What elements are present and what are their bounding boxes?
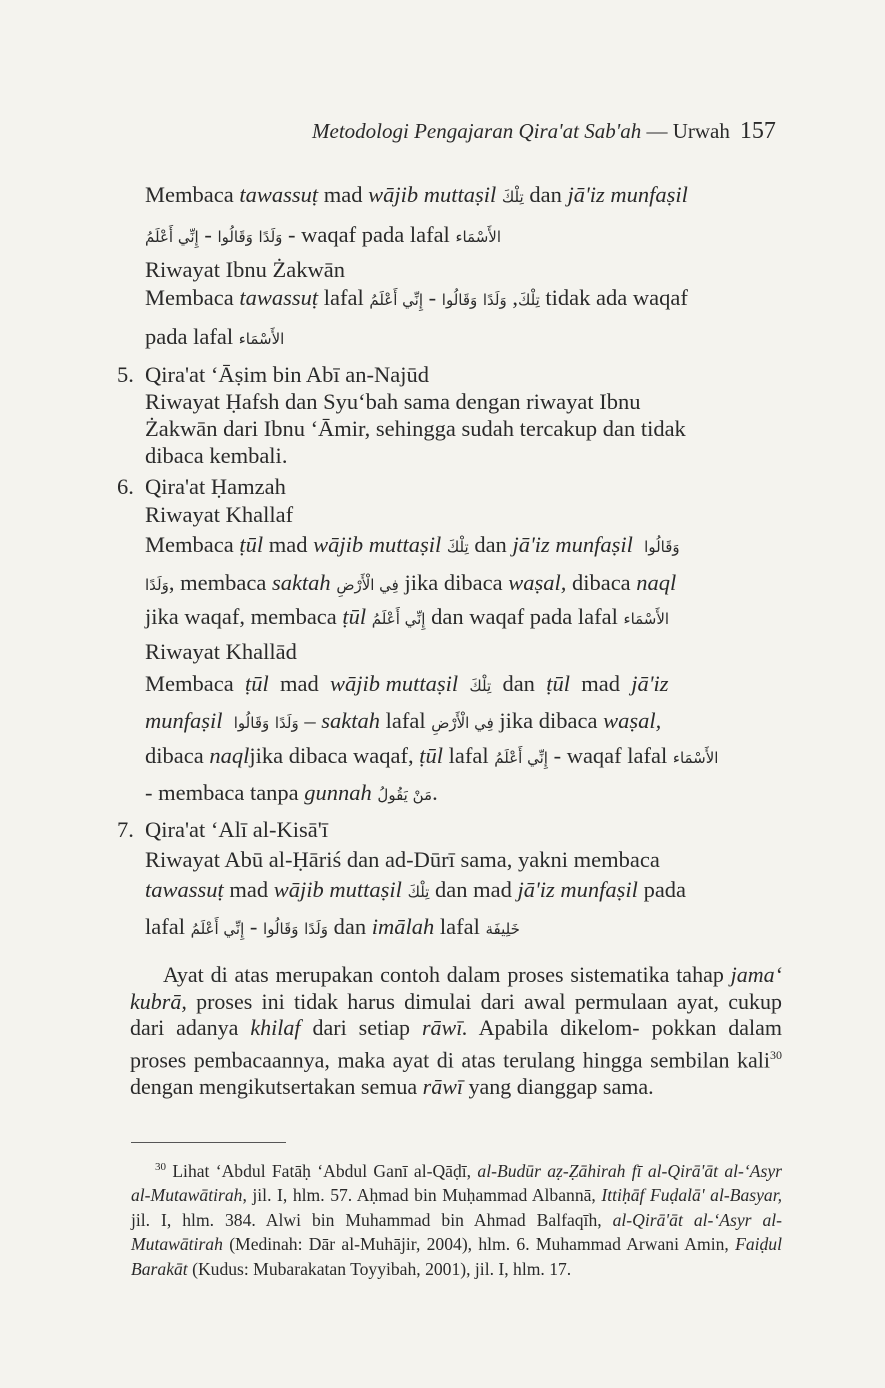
italic-term: jā'iz [631,671,669,696]
text: Membaca [145,671,234,696]
arabic-text: تِلْكَ [469,677,492,695]
italic-term: wājib muttaṣil [329,671,459,696]
text: proses ini tidak harus dimulai dari awal permulaan [196,988,668,1014]
text: - waqaf lafal [553,743,668,768]
arabic-text: الأَسْمَاء [455,228,502,246]
header-author: Urwah [672,119,730,143]
text: dan [529,182,562,207]
italic-term: wājib muttaṣil [273,877,402,902]
italic-term: naql [209,743,250,768]
italic-term: saktah [271,570,331,595]
arabic-text: إِنِّي أَعْلَمُ [494,749,548,767]
italic-term: ṭūl [342,604,367,629]
text: dan waqaf pada lafal [431,604,618,629]
arabic-text: الأَسْمَاء [238,330,285,348]
text: lafal [448,743,489,768]
text: Membaca [145,532,234,557]
text: dibaca [145,743,204,768]
text-line: Riwayat Ḥafsh dan Syu‘bah sama dengan riwayat Ibnu [145,389,641,414]
text-line [145,568,676,600]
text: lafal [385,708,426,733]
arabic-text: تِلْكَ [407,883,430,901]
arabic-text: وَقَالُوا [233,714,270,732]
arabic-text: إِنِّي أَعْلَمُ [371,610,426,628]
italic-term: tawassuṭ [239,182,319,207]
text: yang [468,1073,512,1099]
page-number: 157 [739,118,776,144]
italic-term: naql [636,570,677,595]
text: dibaca [571,570,631,595]
italic-term: al-Qirā'āt al-‘Asyr al-Mutawātirah [131,1209,782,1255]
footnote-divider [131,1142,286,1143]
text: mad [279,671,319,696]
list-number: 7. [117,817,134,842]
arabic-text: خَلِيفَة [485,920,520,938]
text: ayat, cukup dari adanya [130,988,783,1041]
text: mad [229,877,269,902]
text: - waqaf pada lafal [288,222,450,247]
italic-term: jā'iz munfaṣil [517,877,638,902]
text-line [145,322,284,354]
arabic-text: وَقَالُوا [217,228,253,246]
header-separator: — [641,119,673,143]
arabic-text: تِلْكَ [518,291,540,309]
text: Ayat di atas merupakan contoh dalam proses sistematika tahap [163,962,724,987]
footnote-ref: 30 [770,1047,783,1062]
text-line [145,669,669,701]
text: dan [474,532,507,557]
italic-term: saktah [321,708,380,733]
text: , jil. I, hlm. 57. Aḥmad bin Muḥammad Albannā, [242,1185,596,1206]
footnote-number: 30 [155,1161,166,1173]
text: (Kudus: Mubarakatan Toyyibah, 2001), jil. I, hlm. 17. [192,1258,572,1279]
arabic-text: وَقَالُوا [441,291,478,309]
text: jil. I, hlm. 384. Alwi bin Muhammad bin Ahmad Balfaqīh, [131,1209,602,1230]
text: Lihat ‘Abdul Fatāḥ ‘Abdul Ganī al-Qāḍī, [172,1160,472,1181]
header-title: Metodologi Pengajaran Qira'at Sab'ah [312,119,642,143]
text: Membaca [145,182,234,207]
text-line [145,706,661,738]
text: dan [333,914,367,939]
italic-term: wājib muttaṣil [368,182,497,207]
text-line: Riwayat Khallaf [145,502,294,527]
text: – [304,708,316,733]
italic-term: khilaf [250,1015,301,1041]
footnote [131,1155,782,1281]
text: mad [581,671,620,696]
text-line: Qira'at ‘Alī al-Kisā'ī [145,817,329,842]
italic-term: ṭūl [419,743,444,768]
text: lafal [439,914,480,939]
text: hingga sembilan kali [582,1047,771,1073]
arabic-text: وَلَدًا [482,291,507,309]
text: dari setiap [312,1015,410,1041]
body-paragraph [130,962,782,1100]
italic-term: gunnah [304,780,372,805]
text-line: - membaca tanpa gunnah مَنْ يَقُولُ. [145,780,438,805]
text: jika dibaca waqaf, [249,743,414,768]
italic-term: Ittiḥāf Fuḍalā' al-Basyar, [601,1185,782,1206]
arabic-text: إِنِّي أَعْلَمُ [190,920,245,938]
text: dengan mengikutsertakan semua [130,1073,418,1099]
italic-term: rāwī. [421,1015,468,1041]
arabic-text: وَلَدًا [145,576,169,594]
arabic-text: فِي الْأَرْضِ [431,714,494,732]
text-line: Membaca tawassuṭ lafal تِلْكَ, وَلَدًا وَقَالُوا - إِنِّي أَعْلَمُ tidak ada waqaf [145,285,688,310]
italic-term: ṭūl [239,532,264,557]
text: lafal [145,914,185,939]
italic-term: ṭūl [546,671,570,696]
text-line: Riwayat Khallād [145,639,297,664]
text: Membaca [145,285,234,310]
text: jika dibaca [499,708,598,733]
italic-term: waṣal, [508,570,567,595]
arabic-text: الأَسْمَاء [623,610,670,628]
text: - membaca tanpa [145,780,299,805]
italic-term: tawassuṭ [145,877,224,902]
text: mad [268,532,308,557]
list-number: 6. [117,474,134,499]
list-number: 5. [117,362,134,387]
italic-term: jā'iz munfaṣil [567,182,688,207]
text: dianggap sama. [516,1073,654,1099]
text-line [145,180,688,212]
text-line: lafal وَلَدًا وَقَالُوا - إِنِّي أَعْلَمُ dan imālah lafal خَلِيفَة [145,914,520,939]
text-line: dibaca kembali. [145,443,288,468]
text-line [145,602,669,634]
text-line: Riwayat Ibnu Żakwān [145,257,345,282]
text: pada [643,877,687,902]
text: pada lafal [145,324,234,349]
running-header [312,118,785,145]
arabic-text: وَلَدًا [274,714,299,732]
italic-term: tawassuṭ [239,285,319,310]
italic-term: Faiḍul Barakāt [131,1234,782,1279]
italic-term: imālah [371,914,435,939]
italic-term: waṣal, [603,708,662,733]
italic-term: rāwī [422,1073,463,1099]
text: mad [323,182,363,207]
text: Apabila dikelom- [478,1015,640,1041]
italic-term: ṭūl [244,671,269,696]
text: (Medinah: Dār al-Muhājir, 2004), hlm. 6. Muhammad Arwani Amin, [229,1234,729,1255]
arabic-text: الأَسْمَاء [672,749,719,767]
arabic-text: وَلَدًا [304,920,328,938]
italic-term: munfaṣil [145,708,223,733]
text: jika waqaf, membaca [145,604,337,629]
text-line: وَلَدًا وَقَالُوا - إِنِّي أَعْلَمُ - waqaf pada lafal الأَسْمَاء [145,222,502,247]
text-line: Qira'at Ḥamzah [145,474,286,499]
arabic-text: فِي الْأَرْضِ [336,576,399,594]
italic-term: al-Budūr aẓ-Ẓāhirah fī al-Qirā'āt al-‘Asyr al-Mutawātirah [131,1160,783,1206]
arabic-text: إِنِّي أَعْلَمُ [369,291,424,309]
text-line [145,530,680,562]
text-line [145,741,718,773]
text: jika dibaca [404,570,503,595]
text-line: Żakwān dari Ibnu ‘Āmir, sehingga sudah tercakup dan tidak [145,416,686,441]
text-line: Qira'at ‘Āṣim bin Abī an-Najūd [145,362,429,387]
arabic-text: وَقَالُوا [644,538,680,556]
italic-term: jā'iz munfaṣil [512,532,633,557]
italic-term: wājib muttaṣil [313,532,442,557]
text-line [145,875,686,907]
text: dan [502,671,535,696]
arabic-text: مَنْ يَقُولُ [377,786,433,804]
text: pokkan dalam proses pembacaannya, maka ayat di atas terulang [130,1015,783,1073]
arabic-text: إِنِّي أَعْلَمُ [145,228,199,246]
text: , membaca [168,570,267,595]
arabic-text: تِلْكَ [446,538,469,556]
arabic-text: وَقَالُوا [263,920,299,938]
arabic-text: وَلَدًا [258,228,283,246]
text: tidak ada waqaf [545,285,688,310]
text: dan mad [434,877,512,902]
text: lafal [323,285,364,310]
italic-term: jama‘ kubrā, [130,962,782,1014]
text-line: Riwayat Abū al-Ḥāriś dan ad-Dūrī sama, yakni membaca [145,847,660,872]
arabic-text: تِلْكَ [501,188,524,206]
